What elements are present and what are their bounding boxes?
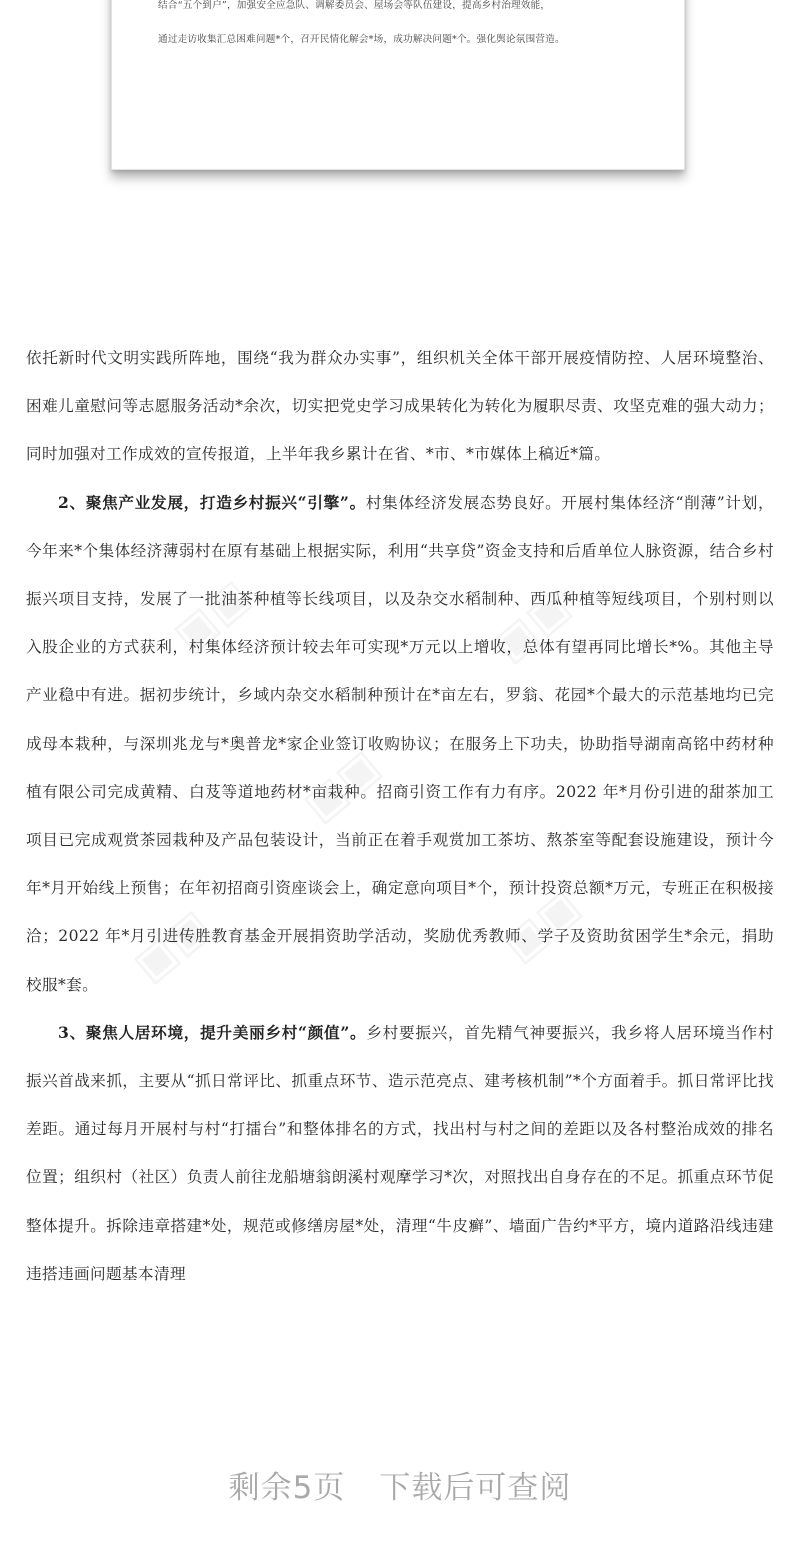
paragraph-2-body: 村集体经济发展态势良好。开展村集体经济“削薄”计划，今年来*个集体经济薄弱村在原有基础上根据实际，利用“共享贷”资金支持和后盾单位人脉资源，结合乡村振兴项目支持，发展了一批油茶种植等长线项目，以及杂交水稻制种、西瓜种植等短线项目，个别村则以入股企业的方式获利，村集体经济预计较去年可实现*万元以上增收，总体有望再同比增长*%。其他主导产业稳中有进。据初步统计，乡域内杂交水稻制种预计在*亩左右，罗翁、花园*个最大的示范基地均已完成母本栽种，与深圳兆龙与*奥普龙*家企业签订收购协议；在服务上下功夫，协助指导湖南高铭中药材种植有限公司完成黄精、白芨等道地药材*亩栽种。招商引资工作有力有序。2022 年*月份引进的甜茶加工项目已完成观赏茶园栽种及产品包装设计，当前正在着手观赏加工茶坊、熬茶室等配套设施建设，预计今年*月开始线上预售；在年初招商引资座谈会上，确定意向项目*个，预计投资总额*万元，专班正在积极接洽；2022 年*月引进传胜教育基金开展捐资助学活动，奖励优秀教师、学子及资助贫困学生*余元，捐助校服*套。 [26, 493, 774, 994]
paragraph-1: 依托新时代文明实践所阵地，围绕“我为群众办实事”，组织机关全体干部开展疫情防控、人居环境整治、困难儿童慰问等志愿服务活动*余次，切实把党史学习成果转化为转化为履职尽责、攻坚克难的强大动力；同时加强对工作成效的宣传报道，上半年我乡累计在省、*市、*市媒体上稿近*篇。 [26, 349, 774, 464]
document-body [26, 334, 774, 1298]
paragraph-2 [26, 479, 774, 1009]
paragraph-3-body: 乡村要振兴，首先精气神要振兴，我乡将人居环境当作村振兴首战来抓，主要从“抓日常评比、抓重点环节、造示范亮点、建考核机制”*个方面着手。抓日常评比找差距。通过每月开展村与村“打擂台”和整体排名的方式，找出村与村之间的差距以及各村整治成效的排名位置；组织村（社区）负责人前往龙船塘翁朗溪村观摩学习*次，对照找出自身存在的不足。抓重点环节促整体提升。拆除违章搭建*处，规范或修缮房屋*处，清理“牛皮癣”、墙面广告约*平方，境内道路沿线违建违搭违画问题基本清理 [26, 1023, 774, 1283]
download-prompt[interactable] [0, 1462, 800, 1507]
paragraph-3 [26, 1009, 774, 1298]
section-heading-2: 2、聚焦产业发展，打造乡村振兴“引擎”。 [58, 492, 366, 512]
preview-line-2: 通过走访收集汇总困难问题*个，召开民情化解会*场，成功解决问题*个。强化舆论氛围营造。 [158, 34, 565, 45]
remaining-pages-label: 剩余5页 [228, 1470, 346, 1506]
section-heading-3: 3、聚焦人居环境，提升美丽乡村“颜值”。 [58, 1022, 367, 1042]
preview-page-card [111, 0, 685, 170]
preview-line-1: 结合“五个到户”，加强安全应急队、调解委员会、屋场会等队伍建设，提高乡村治理效能， [158, 0, 551, 11]
download-to-view-label: 下载后可查阅 [379, 1470, 572, 1506]
